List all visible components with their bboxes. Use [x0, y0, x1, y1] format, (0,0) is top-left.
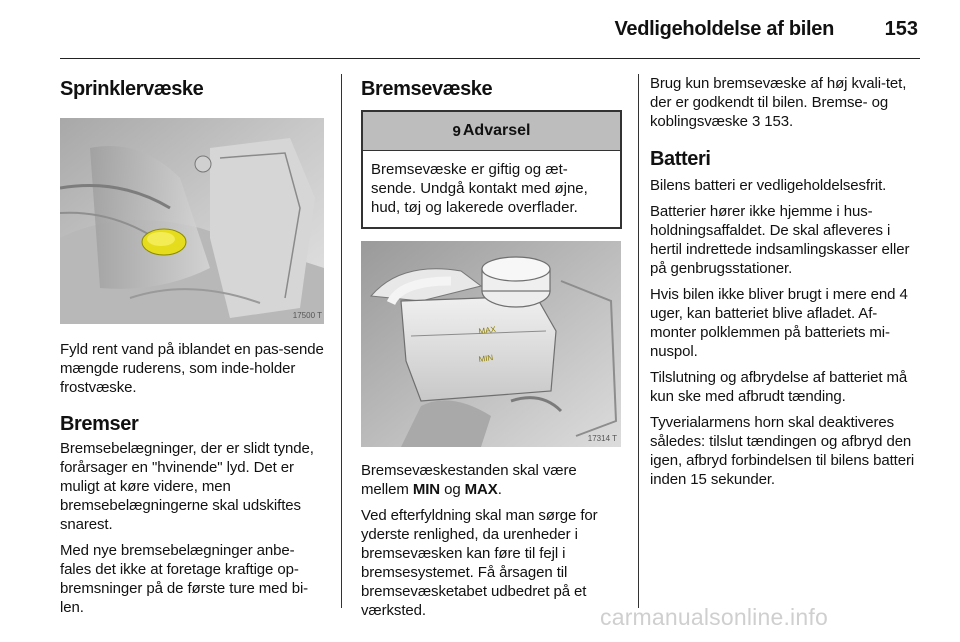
brakes-paragraph-2: Med nye bremsebelægninger anbe-fales det ikke at foretage kraftige op-bremsninger på de første ture med bi-len.: [60, 542, 309, 616]
text-run: .: [497, 481, 502, 498]
column-divider-2: [638, 74, 639, 608]
page-header: [60, 16, 920, 46]
column-divider-1: [341, 74, 342, 608]
min-label: MIN: [412, 481, 441, 498]
washer-fluid-text: Fyld rent vand på iblandet en pas-sende mængde ruderens, som inde-holder frostvæske.: [60, 341, 324, 396]
page-title: Vedligeholdelse af bilen: [614, 18, 834, 40]
reservoir-max-label: MAX: [478, 324, 497, 336]
column-3: [650, 74, 922, 489]
brake-fluid-refill-text: Ved efterfyldning skal man sørge for yderste renlighed, da urenheder i bremsevæsken kan føre til fejl i bremsesystemet. Få årsagen til bremsevæsketabet udbedret på et værksted.: [361, 507, 598, 619]
section-heading-batteri: Batteri: [650, 148, 711, 170]
battery-paragraph-5: Tyverialarmens horn skal deaktiveres således: tilslut tændingen og afbryd den igen, afbryd forbindelsen til bilens batteri inden 15 sekunder.: [650, 414, 915, 488]
warning-title: Advarsel: [462, 122, 531, 139]
figure-brake-fluid-reservoir: [361, 241, 621, 447]
figure-id: 17314 T: [587, 434, 617, 443]
reservoir-min-label: MIN: [478, 353, 494, 364]
battery-paragraph-4: Tilslutning og afbrydelse af batteriet må kun ske med afbrudt tænding.: [650, 369, 908, 405]
brake-reservoir-illustration: [361, 241, 621, 447]
section-heading-bremsevaeske: Bremsevæske: [361, 78, 493, 100]
warning-header: [363, 112, 620, 151]
max-label: MAX: [464, 481, 498, 498]
brakes-paragraph-1: Bremsebelægninger, der er slidt tynde, forårsager en "hvinende" lyd. Det er muligt at køre videre, men bremsebelægningerne skal udskiftes snarest.: [60, 440, 314, 533]
battery-paragraph-1: Bilens batteri er vedligeholdelsesfrit.: [650, 177, 887, 194]
battery-paragraph-2: Batterier hører ikke hjemme i hus-holdningsaffaldet. De skal afleveres i hertil indrettede indsamlingskasser eller på genbrugsstationer.: [650, 203, 910, 277]
header-divider: [60, 58, 920, 59]
section-heading-bremser: Bremser: [60, 413, 139, 435]
brake-fluid-level-text: [361, 461, 621, 499]
text-run: Bremsevæskestanden skal være mellem: [361, 462, 577, 498]
figure-id: 17500 T: [292, 311, 322, 320]
column-1: [60, 74, 324, 617]
column-2: [361, 74, 621, 620]
battery-paragraph-3: Hvis bilen ikke bliver brugt i mere end 4 uger, kan batteriet blive afladet. Af-monter polklemmen på batteriets mi-nuspol.: [650, 286, 908, 360]
washer-fluid-illustration: [60, 118, 324, 324]
warning-text: Bremsevæske er giftig og æt-sende. Undgå kontakt med øjne, hud, tøj og lakerede overflader.: [371, 161, 588, 216]
warning-box: [361, 110, 622, 229]
text-run: og: [440, 481, 465, 498]
figure-washer-fluid: [60, 118, 324, 324]
warning-symbol: 9: [452, 122, 461, 140]
section-heading-sprinklervaeske: Sprinklervæske: [60, 78, 204, 100]
page-number: 153: [884, 18, 918, 40]
site-watermark: carmanualsonline.info: [600, 604, 828, 630]
brake-fluid-quality-text: Brug kun bremsevæske af høj kvali-tet, der er godkendt til bilen. Bremse- og koblingsvæske 3 153.: [650, 75, 907, 130]
